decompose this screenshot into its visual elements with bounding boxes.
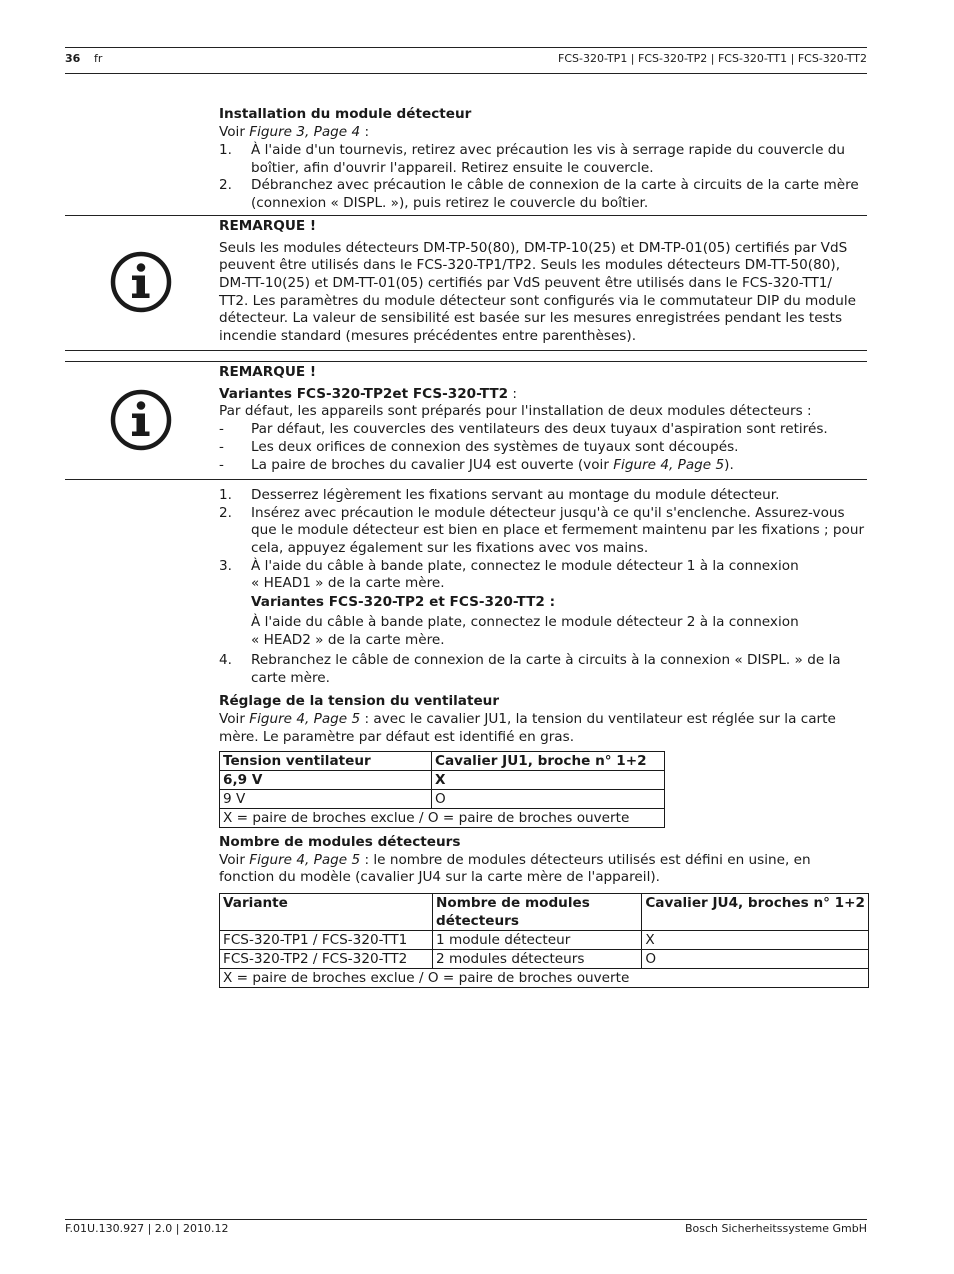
step-number: 2. (219, 505, 232, 521)
table-footnote-row (220, 969, 869, 988)
table-row (220, 931, 869, 950)
header-bottom-rule (65, 73, 867, 74)
install-step-text: (connexion « DISPL. »), puis retirez le couvercle du boîtier. (251, 195, 649, 211)
install-step-text: boîtier, afin d'ouvrir l'appareil. Retirez ensuite le couvercle. (251, 160, 654, 176)
variants-sub-text: « HEAD2 » de la carte mère. (251, 632, 445, 648)
note1-title: REMARQUE ! (219, 218, 317, 234)
install-step-text: À l'aide d'un tournevis, retirez avec précaution les vis à serrage rapide du couvercle du (251, 142, 846, 158)
table-row (220, 790, 665, 809)
table-cell: 1 module détecteur (433, 931, 642, 950)
install-step-number: 2. (219, 177, 232, 193)
modules-figure-ref: Figure 4, Page 5 (249, 852, 361, 868)
note2-bullet-suffix: ). (724, 457, 734, 473)
table-cell: 6,9 V (220, 771, 432, 790)
note1-text: détecteur. La valeur de sensibilité est basée sur les mesures enregistrées pendant les tests (219, 310, 843, 326)
install-figure-ref: Figure 3, Page 4 (249, 124, 361, 140)
note2-bullet-dash: - (219, 457, 224, 473)
step-text: Desserrez légèrement les fixations servant au montage du module détecteur. (251, 487, 780, 503)
note1-text: incendie standard (mesures précédentes entre parenthèses). (219, 328, 637, 344)
table-row (220, 771, 665, 790)
table-cell: 2 modules détecteurs (433, 950, 642, 969)
variants-sub-heading: Variantes FCS-320-TP2 et FCS-320-TT2 : (251, 594, 555, 610)
step-text: À l'aide du câble à bande plate, connectez le module détecteur 1 à la connexion (251, 558, 799, 574)
note2-figure-ref: Figure 4, Page 5 (613, 457, 725, 473)
step-number: 1. (219, 487, 232, 503)
table-header-cell: Variante (220, 894, 433, 931)
note1-top-rule (65, 215, 867, 216)
note2-bullet-text: Par défaut, les couvercles des ventilateurs des deux tuyaux d'aspiration sont retirés. (251, 421, 828, 437)
table-footnote-row (220, 809, 665, 828)
table-header-cell (433, 894, 642, 931)
install-step-text: Débranchez avec précaution le câble de connexion de la carte à circuits de la carte mère (251, 177, 859, 193)
fan-see-line (219, 710, 836, 728)
table-header-row (220, 894, 869, 931)
note1-text: peuvent être utilisés dans le FCS-320-TP1/TP2. Seuls les modules détecteurs DM-TT-50(80), (219, 257, 841, 273)
install-see-line (219, 123, 369, 141)
footer-company: Bosch Sicherheitssysteme GmbH (684, 1222, 867, 1235)
step-text: Insérez avec précaution le module détecteur jusqu'à ce qu'il s'enclenche. Assurez-vous (251, 505, 845, 521)
note2-bullet-dash: - (219, 421, 224, 437)
install-see-suffix: : (360, 124, 370, 140)
modules-table (219, 893, 869, 988)
note2-bullet-dash: - (219, 439, 224, 455)
header-line: détecteurs (436, 913, 519, 929)
table-header-row (220, 752, 665, 771)
table-cell: FCS-320-TP1 / FCS-320-TT1 (220, 931, 433, 950)
table-cell: X (642, 931, 869, 950)
table-cell: X (432, 771, 665, 790)
note1-bottom-rule (65, 350, 867, 351)
install-heading: Installation du module détecteur (219, 106, 472, 122)
note1-text: TT2. Les paramètres du module détecteur sont configurés via le commutateur DIP du module (219, 293, 856, 309)
note2-subtitle-line (219, 385, 517, 403)
step-number: 4. (219, 652, 232, 668)
step-text: carte mère. (251, 670, 330, 686)
header-top-rule (65, 47, 867, 48)
modules-see-line (219, 851, 811, 869)
note2-title: REMARQUE ! (219, 364, 317, 380)
fan-see-suffix: : avec le cavalier JU1, la tension du ventilateur est réglée sur la carte (360, 711, 836, 727)
table-row (220, 950, 869, 969)
step-text: « HEAD1 » de la carte mère. (251, 575, 445, 591)
step-text: cela, appuyez également sur les fixations avec vos mains. (251, 540, 649, 556)
table-cell: O (642, 950, 869, 969)
note2-bullet-text (251, 456, 734, 474)
install-see-prefix: Voir (219, 124, 250, 140)
page-number: 36 (65, 52, 81, 65)
note2-bottom-rule (65, 479, 867, 480)
install-step-number: 1. (219, 142, 232, 158)
modules-see-prefix: Voir (219, 852, 250, 868)
fan-text: mère. Le paramètre par défaut est identifié en gras. (219, 729, 575, 745)
modules-text: fonction du modèle (cavalier JU4 sur la carte mère de l'appareil). (219, 869, 660, 885)
info-icon (110, 389, 172, 451)
info-icon (110, 251, 172, 313)
variants-sub-text: À l'aide du câble à bande plate, connectez le module détecteur 2 à la connexion (251, 614, 799, 630)
fan-heading: Réglage de la tension du ventilateur (219, 693, 500, 709)
step-number: 3. (219, 558, 232, 574)
footer-rule (65, 1219, 867, 1220)
table-cell: 9 V (220, 790, 432, 809)
note1-text: Seuls les modules détecteurs DM-TP-50(80), DM-TP-10(25) et DM-TP-01(05) certifiés par VdS (219, 240, 848, 256)
step-text: Rebranchez le câble de connexion de la carte à circuits à la connexion « DISPL. » de la (251, 652, 841, 668)
modules-see-suffix: : le nombre de modules détecteurs utilisés est défini en usine, en (360, 852, 811, 868)
note2-bullet-prefix: La paire de broches du cavalier JU4 est ouverte (voir (251, 457, 614, 473)
table-header-cell: Cavalier JU4, broches n° 1+2 (642, 894, 869, 931)
note1-text: DM-TT-10(25) et DM-TT-01(05) certifiés par VdS peuvent être utilisés dans le FCS-320-TT1/ (219, 275, 832, 291)
language-code: fr (94, 52, 103, 65)
note2-top-rule (65, 361, 867, 362)
fan-voltage-table (219, 751, 665, 828)
note2-intro: Par défaut, les appareils sont préparés pour l'installation de deux modules détecteurs : (219, 403, 812, 419)
header-title: FCS-320-TP1 | FCS-320-TP2 | FCS-320-TT1 | FCS-320-TT2 (558, 52, 867, 65)
footer-document-id: F.01U.130.927 | 2.0 | 2010.12 (65, 1222, 229, 1235)
table-header-cell: Cavalier JU1, broche n° 1+2 (432, 752, 665, 771)
table-cell: O (432, 790, 665, 809)
note2-subtitle: Variantes FCS-320-TP2et FCS-320-TT2 (219, 386, 509, 402)
table-footnote: X = paire de broches exclue / O = paire de broches ouverte (220, 809, 665, 828)
table-cell: FCS-320-TP2 / FCS-320-TT2 (220, 950, 433, 969)
header-line: Nombre de modules (436, 895, 590, 911)
note2-subtitle-suffix: : (508, 386, 518, 402)
modules-heading: Nombre de modules détecteurs (219, 834, 461, 850)
fan-see-prefix: Voir (219, 711, 250, 727)
table-header-cell: Tension ventilateur (220, 752, 432, 771)
table-footnote: X = paire de broches exclue / O = paire de broches ouverte (220, 969, 869, 988)
note2-bullet-text: Les deux orifices de connexion des systèmes de tuyaux sont découpés. (251, 439, 739, 455)
step-text: que le module détecteur est bien en place et fermement maintenu par les fixations ; pour (251, 522, 865, 538)
fan-figure-ref: Figure 4, Page 5 (249, 711, 361, 727)
